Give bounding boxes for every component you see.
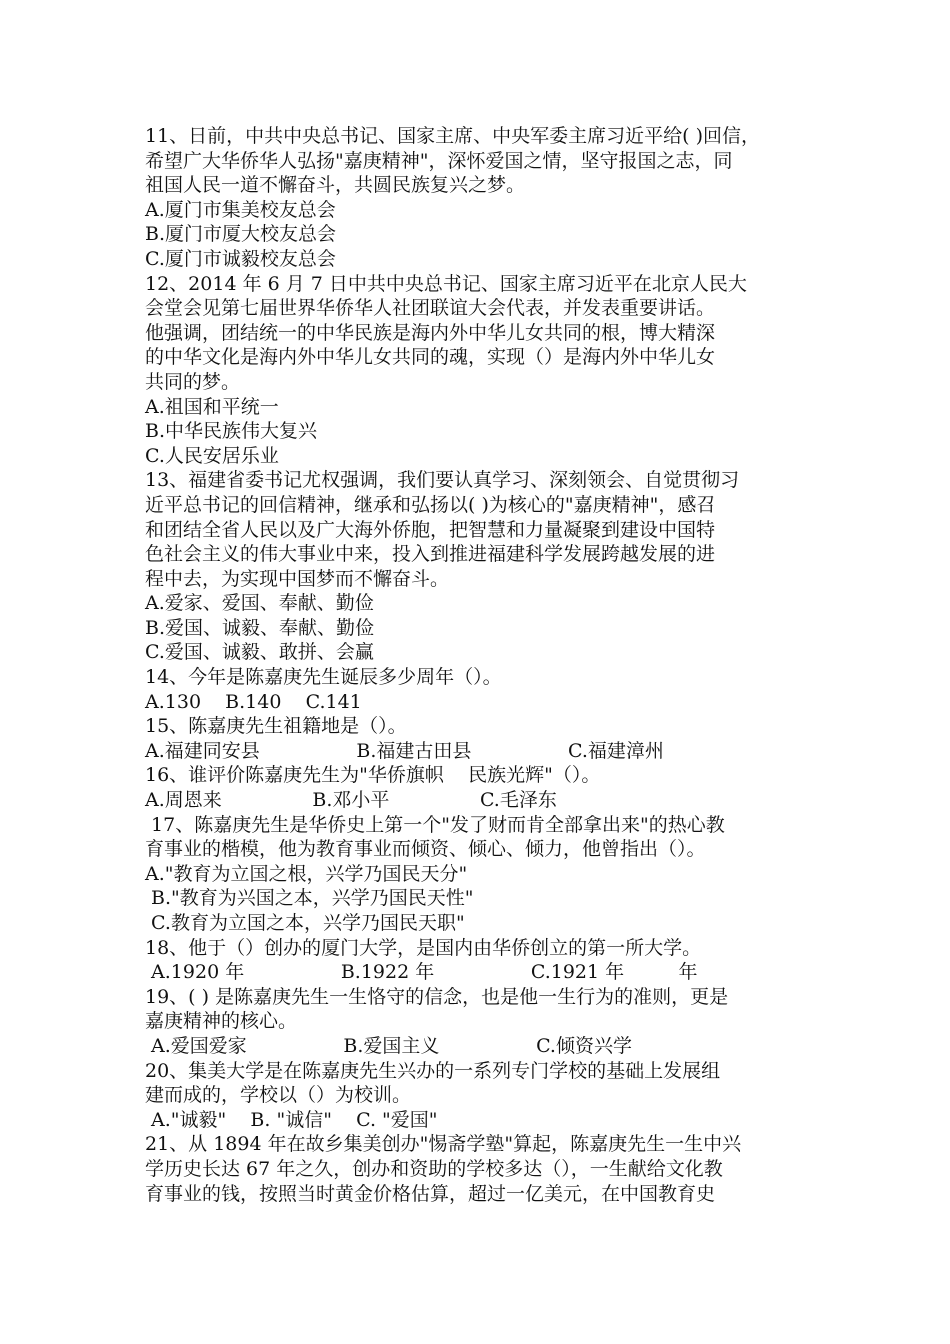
text-line: 会堂会见第七届世界华侨华人社团联谊大会代表，并发表重要讲话。 [145, 297, 716, 320]
text-line: B."教育为兴国之本，兴学乃国民天性" [145, 887, 474, 910]
text-line: A.1920 年 B.1922 年 C.1921 年 年 [145, 961, 698, 984]
text-line: C.人民安居乐业 [145, 444, 279, 467]
text-line: 13、福建省委书记尤权强调，我们要认真学习、深刻领会、自觉贯彻习 [145, 469, 740, 492]
text-line: 11、日前，中共中央总书记、国家主席、中央军委主席习近平给( )回信， [145, 125, 761, 147]
text-line: 19、( ) 是陈嘉庚先生一生恪守的信念，也是他一生行为的准则，更是 [145, 985, 729, 1008]
text-line: 16、谁评价陈嘉庚先生为"华侨旗帜 民族光辉"（）。 [145, 764, 601, 787]
text-line: A.爱国爱家 B.爱国主义 C.倾资兴学 [145, 1034, 632, 1057]
text-line: 和团结全省人民以及广大海外侨胞，把智慧和力量凝聚到建设中国特 [145, 518, 716, 541]
text-line: A.爱家、爱国、奉献、勤俭 [145, 592, 374, 615]
text-line: 育事业的钱，按照当时黄金价格估算，超过一亿美元，在中国教育史 [145, 1182, 716, 1205]
document-body [145, 124, 815, 1206]
text-line: A.130 B.140 C.141 [145, 690, 362, 713]
text-line: 育事业的楷模，他为教育事业而倾资、倾心、倾力，他曾指出（）。 [145, 838, 706, 861]
text-line: 建而成的，学校以（）为校训。 [145, 1084, 412, 1107]
text-line: 嘉庚精神的核心。 [145, 1010, 298, 1033]
text-line: 共同的梦。 [145, 370, 241, 393]
text-line: C.教育为立国之本，兴学乃国民天职" [145, 912, 465, 934]
text-line: 祖国人民一道不懈奋斗，共圆民族复兴之梦。 [145, 174, 526, 197]
text-line: 近平总书记的回信精神，继承和弘扬以( )为核心的"嘉庚精神"，感召 [145, 493, 716, 516]
text-line: A.厦门市集美校友总会 [145, 198, 336, 221]
text-line: A."教育为立国之根，兴学乃国民天分" [145, 862, 468, 885]
text-line: 15、陈嘉庚先生祖籍地是（）。 [145, 715, 407, 738]
text-line: C.厦门市诚毅校友总会 [145, 247, 336, 270]
text-line: B.中华民族伟大复兴 [145, 420, 318, 443]
text-line: 12、2014 年 6 月 7 日中共中央总书记、国家主席习近平在北京人民大 [145, 272, 747, 295]
text-line: 学历史长达 67 年之久，创办和资助的学校多达（），一生献给文化教 [145, 1157, 723, 1180]
text-line: B.厦门市厦大校友总会 [145, 223, 337, 246]
text-line: 程中去，为实现中国梦而不懈奋斗。 [145, 567, 450, 590]
text-line: 的中华文化是海内外中华儿女共同的魂，实现（）是海内外中华儿女 [145, 346, 716, 369]
text-line: A.祖国和平统一 [145, 395, 279, 418]
text-line: C.爱国、诚毅、敢拼、会赢 [145, 641, 374, 664]
text-line: 希望广大华侨华人弘扬"嘉庚精神"，深怀爱国之情，坚守报国之志，同 [145, 149, 733, 172]
text-line: 20、集美大学是在陈嘉庚先生兴办的一系列专门学校的基础上发展组 [145, 1059, 721, 1082]
text-line: 14、今年是陈嘉庚先生诞辰多少周年（）。 [145, 666, 502, 689]
text-line: A.福建同安县 B.福建古田县 C.福建漳州 [145, 739, 664, 762]
text-line: A."诚毅" B. "诚信" C. "爱国" [145, 1108, 438, 1131]
text-line: 21、从 1894 年在故乡集美创办"惕斋学塾"算起，陈嘉庚先生一生中兴 [145, 1133, 742, 1156]
text-line: A.周恩来 B.邓小平 C.毛泽东 [145, 789, 557, 812]
text-line: 他强调，团结统一的中华民族是海内外中华儿女共同的根，博大精深 [145, 321, 716, 344]
text-line: 18、他于（）创办的厦门大学，是国内由华侨创立的第一所大学。 [145, 936, 702, 959]
text-line: B.爱国、诚毅、奉献、勤俭 [145, 616, 375, 639]
text-line: 17、陈嘉庚先生是华侨史上第一个"发了财而肯全部拿出来"的热心教 [145, 813, 725, 836]
text-line: 色社会主义的伟大事业中来，投入到推进福建科学发展跨越发展的进 [145, 543, 716, 566]
